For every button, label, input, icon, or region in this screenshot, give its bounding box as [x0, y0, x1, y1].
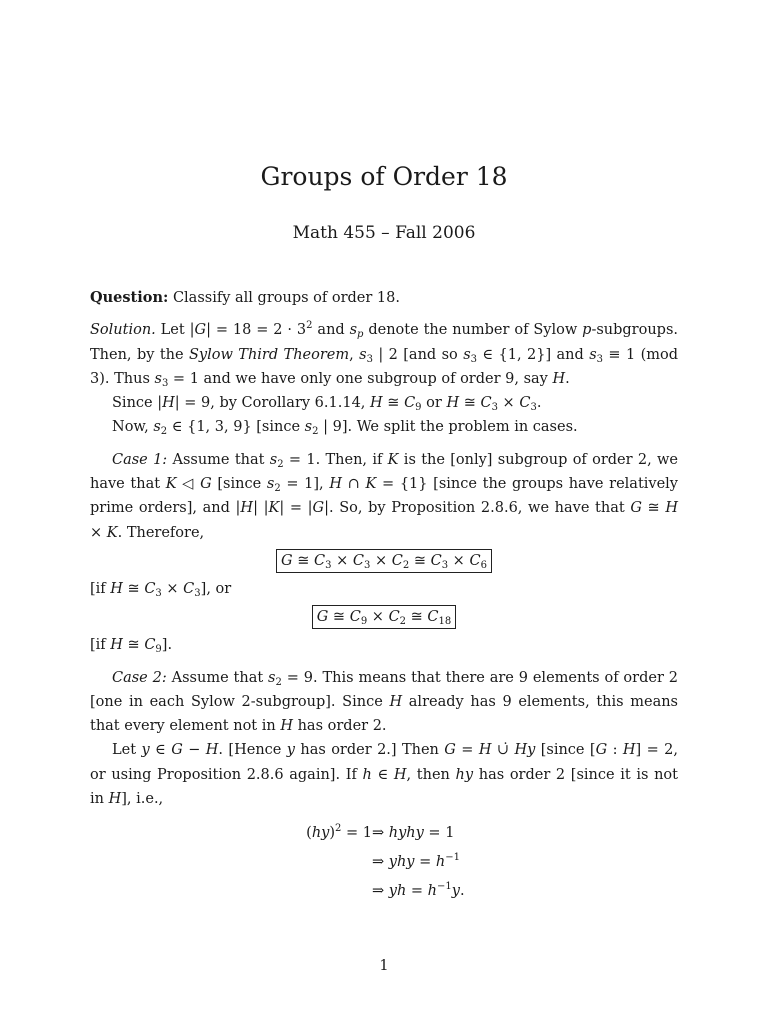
question-label: Question: — [90, 289, 169, 306]
paragraph-split: Now, $s_2$ ∈ {1, 3, 9} [since $s_2$ | 9]. We split the problem in cases. — [112, 419, 578, 438]
paragraph-let-y: Let y ∈ G − H. [Hence y has order 2.] Then G = H ∪̇ Hy [since [G : H] = 2, or using Proposition 2.8.6 again]. If h ∈ H, then hy has order 2 [since it is not in H], i.e., — [90, 742, 678, 808]
document-title: Groups of Order 18 — [260, 162, 508, 191]
equation-line-3: ⇒ yh = $h^{-1}y$. — [372, 881, 465, 900]
paragraph-corollary: Since |H| = 9, by Corollary 6.1.14, H ≅ $C_9$ or H ≅ $C_3 \times C_3$. — [112, 395, 542, 414]
equation-line-2: ⇒ yhy = $h^{-1}$ — [372, 852, 460, 871]
paragraph-case-1: Case 1: Assume that $s_2 = 1$. Then, if K is the [only] subgroup of order 2, we have that K ◁ G [since $s_2 = 1$], H ∩ K = {1} [since the groups have relatively prime orders], and |H| |K| = |G|. So, by Proposition 2.8.6, we have that G ≅ H × K. Therefore, — [90, 451, 679, 541]
paragraph-if-c9: [if H ≅ $C_9$]. — [90, 637, 173, 656]
question-text: Classify all groups of order 18. — [172, 290, 400, 306]
aligned-equations — [90, 819, 678, 906]
boxed-equation-1: G ≅ $C_3 \times C_3 \times C_2$ ≅ $C_3 \times C_6$ — [90, 545, 678, 577]
solution-paragraph: Solution. Let $|G| = 18 = 2 \cdot 3^2$ and $s_p$ denote the number of Sylow p-subgroups. Then, by the Sylow Third Theorem, $s_3$ | 2 [and so $s_3$ ∈ {1, 2}] and $s_3 \equiv 1$ (mod 3). Thus $s_3 = 1$ and we have only one subgroup of order 9, say H. — [90, 320, 679, 389]
equation-line-1: (hy)$^2$ = 1 ⇒ hyhy = 1 — [306, 823, 455, 842]
page-number: 1 — [379, 958, 389, 974]
question-paragraph — [90, 286, 678, 310]
document-subtitle: Math 455 – Fall 2006 — [292, 223, 476, 243]
paragraph-if-c3: [if H ≅ $C_3 \times C_3$], or — [90, 580, 232, 599]
paragraph-case-2: Case 2: Assume that $s_2 = 9$. This means that there are 9 elements of order 2 [one in each Sylow 2-subgroup]. Since H already has 9 elements, this means that every element not in H has order 2. — [90, 669, 678, 735]
boxed-equation-2: G ≅ $C_9 \times C_2$ ≅ $C_{18}$ — [90, 601, 678, 633]
case-2-label: Case 2: — [112, 669, 167, 686]
case-1-label: Case 1: — [112, 451, 168, 468]
document-body — [90, 286, 678, 906]
solution-label: Solution. — [90, 322, 156, 339]
